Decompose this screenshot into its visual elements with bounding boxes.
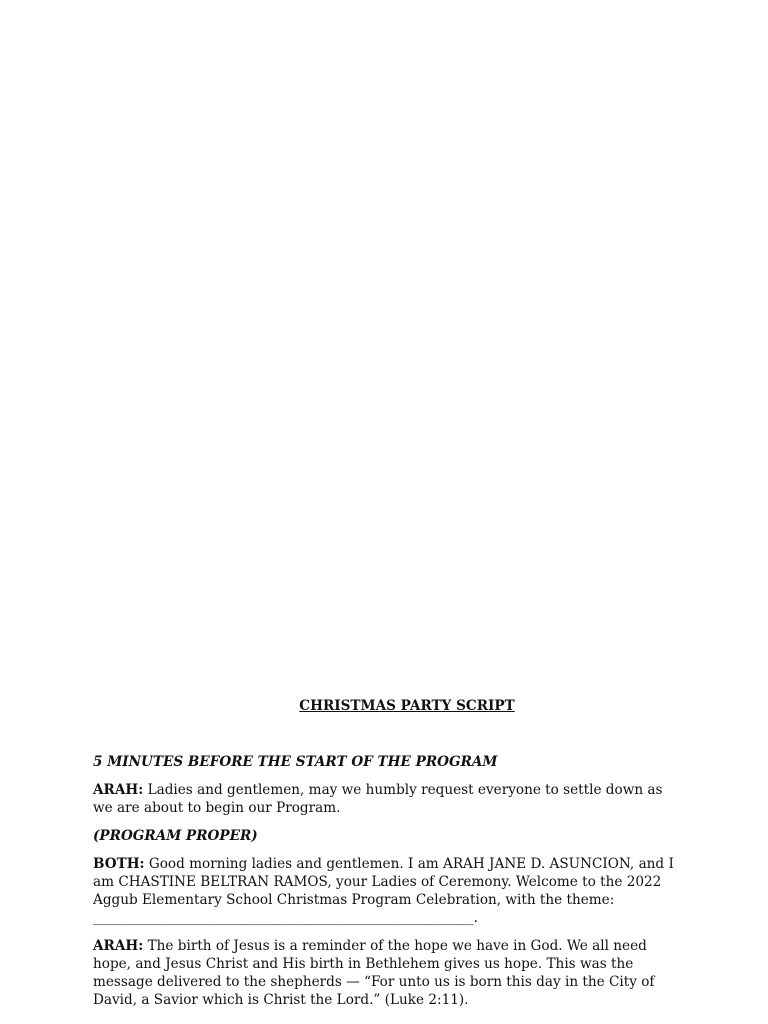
program-proper-heading: (PROGRAM PROPER) xyxy=(93,828,258,844)
speaker-label: ARAH: xyxy=(93,782,144,798)
paragraph-arah-2 xyxy=(93,937,683,1009)
paragraph-text: The birth of Jesus is a reminder of the hope we have in God. We all need hope, and Jesus Christ and His birth in Bethlehem gives us hope. This was the message delivered to the shepherds — “For unto us is born this day in the City of David, a Savior which is Christ the Lord.” (Luke 2:11). xyxy=(93,938,655,1008)
document-title: CHRISTMAS PARTY SCRIPT xyxy=(299,698,515,714)
paragraph-text: Ladies and gentlemen, may we humbly request everyone to settle down as we are about to begin our Program. xyxy=(93,782,663,816)
section-heading: 5 MINUTES BEFORE THE START OF THE PROGRAM xyxy=(93,754,498,770)
speaker-label: BOTH: xyxy=(93,856,145,872)
theme-blank-line: ________________________________________________________. xyxy=(93,910,478,926)
paragraph-arah-1 xyxy=(93,781,683,817)
paragraph-both xyxy=(93,855,683,927)
speaker-label: ARAH: xyxy=(93,938,144,954)
paragraph-text: Good morning ladies and gentlemen. I am ARAH JANE D. ASUNCION, and I am CHASTINE BELTRAN RAMOS, your Ladies of Ceremony. Welcome to the 2022 Aggub Elementary School Christmas Program Celebration, with the theme: xyxy=(93,856,674,908)
document-content xyxy=(93,697,683,1019)
